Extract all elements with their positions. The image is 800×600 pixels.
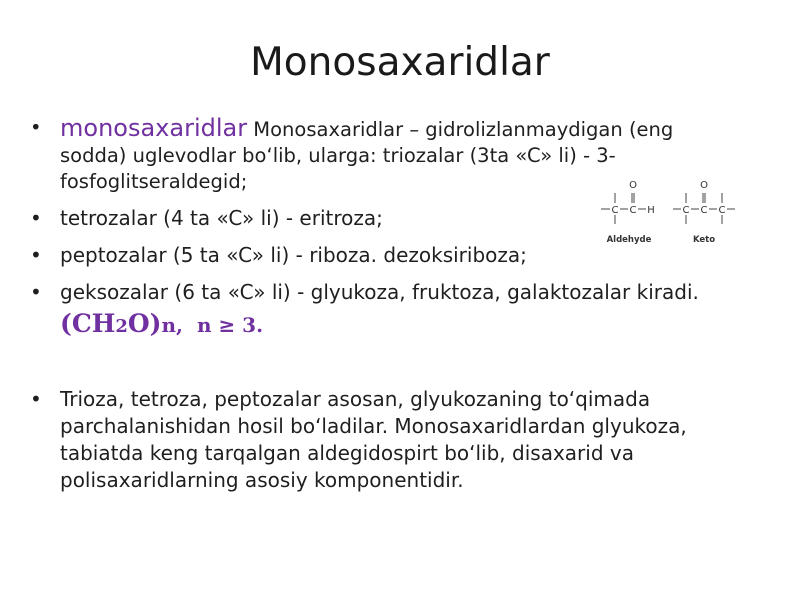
formula-sub: 2 xyxy=(115,316,128,337)
formula-condition: n ≥ 3. xyxy=(196,313,264,337)
carbonyl-structures-svg xyxy=(597,178,757,250)
bullet-dot: • xyxy=(30,387,42,411)
bullet-text: tetrozalar (4 ta «C» li) - eritroza; xyxy=(60,206,383,230)
formula-close: O) xyxy=(127,309,162,338)
keto-oxygen-atom: O xyxy=(700,180,708,191)
bullet-spacer xyxy=(30,350,730,376)
bullet-dot: • xyxy=(30,206,42,230)
bullet-hexoses xyxy=(30,279,730,340)
aldehyde-oxygen-atom: O xyxy=(629,180,637,191)
slide-title: Monosaxaridlar xyxy=(250,40,550,85)
bullet-text: Monosaxaridlar – gidrolizlanmaydigan (eng sodda) uglevodlar bo‘lib, ularga: triozalar (3ta «C» li) - 3-fosfoglitseraldegid; xyxy=(60,118,674,193)
bullet-text: geksozalar (6 ta «C» li) - glyukoza, fruktoza, galaktozalar kiradi. xyxy=(60,280,699,304)
aldehyde-label: Aldehyde xyxy=(606,235,652,245)
aldehyde-carbon-atom: C xyxy=(611,205,619,216)
carbonyl-structures-figure xyxy=(597,178,757,250)
bullet-dot: • xyxy=(30,280,42,304)
bullet-text: peptozalar (5 ta «C» li) - riboza. dezoksiriboza; xyxy=(60,243,527,267)
bullet-summary xyxy=(30,386,730,494)
aldehyde-hydrogen-atom: H xyxy=(647,205,655,216)
bullet-list xyxy=(30,115,730,504)
bullet-highlight: monosaxaridlar xyxy=(60,114,248,142)
bullet-dot: • xyxy=(30,243,42,267)
formula-open: (CH xyxy=(60,309,116,338)
bullet-dot: • xyxy=(30,116,42,139)
aldehyde-carbon-atom: C xyxy=(629,205,637,216)
keto-carbon-atom: C xyxy=(682,205,690,216)
bullet-text: Trioza, tetroza, peptozalar asosan, glyukozaning to‘qimada parchalanishidan hosil bo‘ladilar. Monosaxaridlardan glyukoza, tabiatda keng tarqalgan aldegidospirt bo‘lib, disaxarid va polisaxaridlarning asosiy komponentidir. xyxy=(60,387,687,492)
keto-label: Keto xyxy=(692,235,716,245)
keto-carbon-atom: C xyxy=(700,205,708,216)
keto-carbon-atom: C xyxy=(718,205,726,216)
general-formula xyxy=(60,310,730,340)
formula-n: n, xyxy=(161,313,184,337)
